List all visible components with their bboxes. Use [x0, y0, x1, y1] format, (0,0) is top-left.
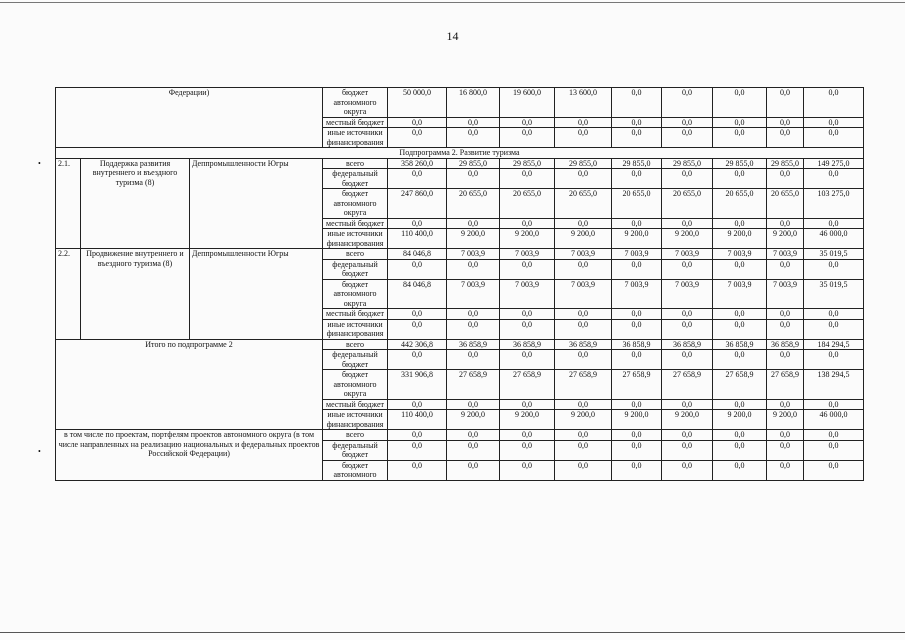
total-value-cell: 0,0: [804, 440, 864, 460]
funding-source: иные источники финансирования: [323, 410, 388, 430]
year-value-cell: 20 655,0: [713, 189, 767, 219]
year-value-cell: 331 906,8: [388, 370, 447, 400]
year-value-cell: 0,0: [500, 399, 555, 410]
year-value-cell: 7 003,9: [713, 249, 767, 260]
year-value-cell: 0,0: [500, 319, 555, 339]
year-value-cell: 0,0: [767, 128, 804, 148]
year-value-cell: 0,0: [612, 399, 662, 410]
year-value-cell: 0,0: [555, 460, 612, 480]
table-row: [56, 430, 864, 441]
year-value-cell: 0,0: [713, 319, 767, 339]
year-value-cell: 7 003,9: [612, 279, 662, 309]
year-value-cell: 0,0: [713, 128, 767, 148]
year-value-cell: 0,0: [767, 88, 804, 118]
year-value-cell: 0,0: [662, 350, 713, 370]
year-value-cell: 9 200,0: [767, 229, 804, 249]
year-value-cell: 0,0: [447, 440, 500, 460]
total-value-cell: 46 000,0: [804, 229, 864, 249]
year-value-cell: 7 003,9: [555, 279, 612, 309]
year-value-cell: 36 858,9: [555, 339, 612, 350]
year-value-cell: 0,0: [447, 117, 500, 128]
year-value-cell: 0,0: [612, 88, 662, 118]
year-value-cell: 0,0: [388, 128, 447, 148]
year-value-cell: 9 200,0: [612, 229, 662, 249]
total-value-cell: 0,0: [804, 169, 864, 189]
funding-source: федеральный бюджет: [323, 440, 388, 460]
total-value-cell: 35 019,5: [804, 279, 864, 309]
year-value-cell: 27 658,9: [767, 370, 804, 400]
year-value-cell: 0,0: [612, 218, 662, 229]
year-value-cell: 0,0: [662, 319, 713, 339]
year-value-cell: 9 200,0: [662, 229, 713, 249]
year-value-cell: 0,0: [662, 309, 713, 320]
year-value-cell: 0,0: [555, 319, 612, 339]
item-number: 2.1.: [56, 158, 81, 249]
year-value-cell: 0,0: [388, 117, 447, 128]
year-value-cell: 0,0: [612, 350, 662, 370]
year-value-cell: 7 003,9: [612, 249, 662, 260]
total-value-cell: 35 019,5: [804, 249, 864, 260]
year-value-cell: 9 200,0: [447, 410, 500, 430]
funding-source: всего: [323, 249, 388, 260]
year-value-cell: 9 200,0: [662, 410, 713, 430]
table-row: [56, 158, 864, 169]
funding-source: иные источники финансирования: [323, 229, 388, 249]
year-value-cell: 9 200,0: [713, 410, 767, 430]
year-value-cell: 0,0: [555, 117, 612, 128]
year-value-cell: 0,0: [612, 259, 662, 279]
year-value-cell: 7 003,9: [713, 279, 767, 309]
year-value-cell: 29 855,0: [612, 158, 662, 169]
item-executor: Деппромышленности Югры: [190, 158, 323, 249]
year-value-cell: 0,0: [500, 169, 555, 189]
year-value-cell: 0,0: [388, 399, 447, 410]
total-value-cell: 103 275,0: [804, 189, 864, 219]
year-value-cell: 0,0: [447, 399, 500, 410]
year-value-cell: 0,0: [447, 319, 500, 339]
item-name: Поддержка развития внутреннего и въездного туризма (8): [81, 158, 190, 249]
year-value-cell: 0,0: [767, 309, 804, 320]
year-value-cell: 0,0: [500, 128, 555, 148]
funding-source: местный бюджет: [323, 218, 388, 229]
total-value-cell: 0,0: [804, 117, 864, 128]
year-value-cell: 0,0: [612, 440, 662, 460]
year-value-cell: 0,0: [767, 117, 804, 128]
year-value-cell: 9 200,0: [713, 229, 767, 249]
year-value-cell: 0,0: [713, 117, 767, 128]
funding-source: местный бюджет: [323, 399, 388, 410]
year-value-cell: 0,0: [447, 350, 500, 370]
year-value-cell: 0,0: [500, 350, 555, 370]
item-name: Продвижение внутреннего и въездного туризма (8): [81, 249, 190, 340]
year-value-cell: 0,0: [767, 169, 804, 189]
funding-source: бюджет автономного округа: [323, 370, 388, 400]
year-value-cell: 0,0: [713, 218, 767, 229]
budget-table: [55, 87, 864, 481]
year-value-cell: 9 200,0: [612, 410, 662, 430]
year-value-cell: 7 003,9: [447, 279, 500, 309]
funding-source: федеральный бюджет: [323, 259, 388, 279]
year-value-cell: 442 306,8: [388, 339, 447, 350]
year-value-cell: 20 655,0: [500, 189, 555, 219]
total-value-cell: 0,0: [804, 319, 864, 339]
year-value-cell: 0,0: [388, 218, 447, 229]
funding-source: всего: [323, 430, 388, 441]
total-value-cell: 0,0: [804, 128, 864, 148]
year-value-cell: 20 655,0: [447, 189, 500, 219]
year-value-cell: 0,0: [447, 169, 500, 189]
year-value-cell: 247 860,0: [388, 189, 447, 219]
year-value-cell: 0,0: [500, 259, 555, 279]
bottom-scan-edge: [0, 632, 905, 633]
year-value-cell: 27 658,9: [662, 370, 713, 400]
total-value-cell: 0,0: [804, 460, 864, 480]
year-value-cell: 27 658,9: [612, 370, 662, 400]
total-value-cell: 184 294,5: [804, 339, 864, 350]
group-label: в том числе по проектам, портфелям проектов автономного округа (в том числе направленных на реализацию национальных и федеральных проектов Российской Федерации): [56, 430, 323, 481]
year-value-cell: 0,0: [447, 309, 500, 320]
year-value-cell: 27 658,9: [447, 370, 500, 400]
year-value-cell: 0,0: [555, 128, 612, 148]
year-value-cell: 0,0: [713, 460, 767, 480]
year-value-cell: 0,0: [388, 430, 447, 441]
year-value-cell: 9 200,0: [447, 229, 500, 249]
year-value-cell: 0,0: [662, 117, 713, 128]
year-value-cell: 0,0: [662, 460, 713, 480]
funding-source: иные источники финансирования: [323, 128, 388, 148]
page-number: 14: [446, 29, 459, 43]
funding-source: местный бюджет: [323, 117, 388, 128]
year-value-cell: 20 655,0: [612, 189, 662, 219]
year-value-cell: 0,0: [388, 350, 447, 370]
year-value-cell: 0,0: [555, 169, 612, 189]
year-value-cell: 0,0: [662, 440, 713, 460]
year-value-cell: 358 260,0: [388, 158, 447, 169]
year-value-cell: 36 858,9: [767, 339, 804, 350]
year-value-cell: 0,0: [447, 460, 500, 480]
year-value-cell: 0,0: [388, 319, 447, 339]
group-label: Федерации): [56, 88, 323, 148]
total-value-cell: 0,0: [804, 350, 864, 370]
year-value-cell: 0,0: [767, 259, 804, 279]
year-value-cell: 84 046,8: [388, 279, 447, 309]
funding-source: иные источники финансирования: [323, 319, 388, 339]
year-value-cell: 0,0: [388, 440, 447, 460]
subprogram-title: Подпрограмма 2. Развитие туризма: [56, 148, 864, 159]
year-value-cell: 7 003,9: [500, 249, 555, 260]
year-value-cell: 0,0: [500, 117, 555, 128]
item-executor: Деппромышленности Югры: [190, 249, 323, 340]
year-value-cell: 0,0: [662, 399, 713, 410]
year-value-cell: 7 003,9: [555, 249, 612, 260]
year-value-cell: 0,0: [767, 218, 804, 229]
year-value-cell: 0,0: [500, 430, 555, 441]
funding-source: всего: [323, 158, 388, 169]
year-value-cell: 0,0: [500, 309, 555, 320]
year-value-cell: 0,0: [612, 319, 662, 339]
year-value-cell: 0,0: [612, 460, 662, 480]
year-value-cell: 7 003,9: [767, 249, 804, 260]
year-value-cell: 0,0: [447, 430, 500, 441]
year-value-cell: 0,0: [713, 309, 767, 320]
year-value-cell: 0,0: [662, 430, 713, 441]
year-value-cell: 0,0: [662, 88, 713, 118]
funding-source: бюджет автономного округа: [323, 88, 388, 118]
year-value-cell: 29 855,0: [555, 158, 612, 169]
group-label: Итого по подпрограмме 2: [56, 339, 323, 430]
year-value-cell: 0,0: [713, 430, 767, 441]
year-value-cell: 84 046,8: [388, 249, 447, 260]
year-value-cell: 29 855,0: [767, 158, 804, 169]
year-value-cell: 19 600,0: [500, 88, 555, 118]
year-value-cell: 9 200,0: [555, 410, 612, 430]
year-value-cell: 27 658,9: [555, 370, 612, 400]
year-value-cell: 0,0: [767, 399, 804, 410]
year-value-cell: 13 600,0: [555, 88, 612, 118]
funding-source: федеральный бюджет: [323, 169, 388, 189]
year-value-cell: 0,0: [612, 128, 662, 148]
year-value-cell: 0,0: [500, 218, 555, 229]
year-value-cell: 9 200,0: [500, 229, 555, 249]
year-value-cell: 20 655,0: [662, 189, 713, 219]
year-value-cell: 36 858,9: [500, 339, 555, 350]
year-value-cell: 29 855,0: [500, 158, 555, 169]
year-value-cell: 29 855,0: [447, 158, 500, 169]
total-value-cell: 46 000,0: [804, 410, 864, 430]
year-value-cell: 0,0: [767, 460, 804, 480]
year-value-cell: 9 200,0: [500, 410, 555, 430]
total-value-cell: 149 275,0: [804, 158, 864, 169]
year-value-cell: 110 400,0: [388, 229, 447, 249]
year-value-cell: 0,0: [388, 460, 447, 480]
year-value-cell: 0,0: [555, 430, 612, 441]
funding-source: бюджет автономного округа: [323, 279, 388, 309]
funding-source: бюджет автономного: [323, 460, 388, 480]
year-value-cell: 0,0: [662, 128, 713, 148]
year-value-cell: 36 858,9: [662, 339, 713, 350]
subprogram-row: [56, 148, 864, 159]
year-value-cell: 36 858,9: [612, 339, 662, 350]
margin-dot: •: [38, 447, 41, 456]
total-value-cell: 0,0: [804, 430, 864, 441]
year-value-cell: 0,0: [713, 440, 767, 460]
year-value-cell: 0,0: [555, 309, 612, 320]
year-value-cell: 7 003,9: [767, 279, 804, 309]
year-value-cell: 0,0: [713, 88, 767, 118]
year-value-cell: 7 003,9: [500, 279, 555, 309]
year-value-cell: 0,0: [555, 218, 612, 229]
total-value-cell: 0,0: [804, 309, 864, 320]
total-value-cell: 138 294,5: [804, 370, 864, 400]
year-value-cell: 36 858,9: [447, 339, 500, 350]
year-value-cell: 0,0: [555, 399, 612, 410]
year-value-cell: 9 200,0: [555, 229, 612, 249]
year-value-cell: 0,0: [555, 440, 612, 460]
item-number: 2.2.: [56, 249, 81, 340]
year-value-cell: 0,0: [713, 259, 767, 279]
year-value-cell: 0,0: [500, 440, 555, 460]
year-value-cell: 27 658,9: [713, 370, 767, 400]
year-value-cell: 0,0: [767, 430, 804, 441]
year-value-cell: 29 855,0: [713, 158, 767, 169]
year-value-cell: 29 855,0: [662, 158, 713, 169]
year-value-cell: 0,0: [555, 259, 612, 279]
year-value-cell: 7 003,9: [662, 249, 713, 260]
year-value-cell: 0,0: [447, 218, 500, 229]
year-value-cell: 0,0: [388, 169, 447, 189]
year-value-cell: 0,0: [767, 319, 804, 339]
year-value-cell: 0,0: [662, 218, 713, 229]
year-value-cell: 7 003,9: [662, 279, 713, 309]
top-scan-edge: [0, 2, 905, 3]
year-value-cell: 0,0: [388, 259, 447, 279]
year-value-cell: 27 658,9: [500, 370, 555, 400]
year-value-cell: 20 655,0: [555, 189, 612, 219]
year-value-cell: 50 000,0: [388, 88, 447, 118]
year-value-cell: 110 400,0: [388, 410, 447, 430]
year-value-cell: 16 800,0: [447, 88, 500, 118]
year-value-cell: 0,0: [767, 440, 804, 460]
year-value-cell: 0,0: [612, 117, 662, 128]
margin-dot: •: [38, 159, 41, 168]
year-value-cell: 0,0: [447, 259, 500, 279]
funding-source: бюджет автономного округа: [323, 189, 388, 219]
funding-source: всего: [323, 339, 388, 350]
year-value-cell: 0,0: [447, 128, 500, 148]
year-value-cell: 0,0: [500, 460, 555, 480]
total-value-cell: 0,0: [804, 399, 864, 410]
funding-source: федеральный бюджет: [323, 350, 388, 370]
funding-source: местный бюджет: [323, 309, 388, 320]
year-value-cell: 0,0: [612, 169, 662, 189]
year-value-cell: 7 003,9: [447, 249, 500, 260]
year-value-cell: 20 655,0: [767, 189, 804, 219]
total-value-cell: 0,0: [804, 218, 864, 229]
table-row: [56, 339, 864, 350]
year-value-cell: 0,0: [612, 309, 662, 320]
total-value-cell: 0,0: [804, 259, 864, 279]
year-value-cell: 0,0: [713, 169, 767, 189]
year-value-cell: 0,0: [388, 309, 447, 320]
year-value-cell: 0,0: [555, 350, 612, 370]
year-value-cell: 0,0: [662, 259, 713, 279]
year-value-cell: 0,0: [767, 350, 804, 370]
year-value-cell: 36 858,9: [713, 339, 767, 350]
year-value-cell: 0,0: [713, 350, 767, 370]
year-value-cell: 0,0: [662, 169, 713, 189]
year-value-cell: 0,0: [713, 399, 767, 410]
year-value-cell: 9 200,0: [767, 410, 804, 430]
total-value-cell: 0,0: [804, 88, 864, 118]
year-value-cell: 0,0: [612, 430, 662, 441]
table-row: [56, 249, 864, 260]
table-row: [56, 88, 864, 118]
